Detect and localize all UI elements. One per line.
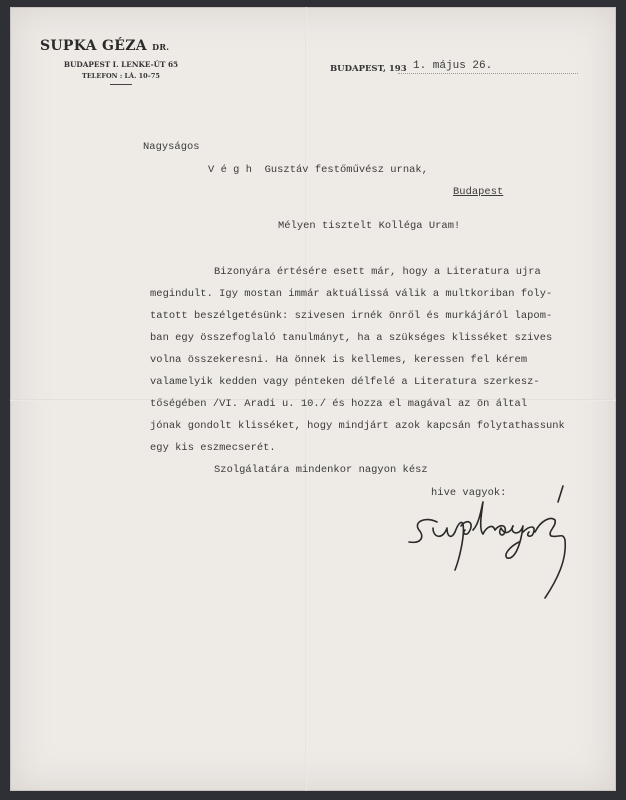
letterhead-phone: TELEFON : LÁ. 10–75 bbox=[82, 72, 160, 80]
closing: Szolgálatára mindenkor nagyon kész bbox=[214, 464, 428, 476]
signature-image bbox=[395, 480, 595, 605]
body-line: megindult. Igy mostan immár aktuálissá válik a multkoriban foly- bbox=[150, 288, 553, 300]
date-line bbox=[398, 73, 578, 74]
date-printed: BUDAPEST, 193 bbox=[330, 64, 407, 74]
letterhead-rule bbox=[110, 84, 132, 85]
body-line: ban egy összefoglaló tanulmányt, ha a szükséges klisséket szives bbox=[150, 332, 553, 344]
letterhead-title-suffix: DR. bbox=[152, 42, 170, 52]
body-line: tatott beszélgetésünk: szivesen irnék önről és murkájáról lapom- bbox=[150, 310, 553, 322]
sign-off: hive vagyok: bbox=[431, 487, 507, 499]
body-line: egy kis eszmecserét. bbox=[150, 442, 276, 454]
body-line: valamelyik kedden vagy pénteken délfelé a Literatura szerkesz- bbox=[150, 376, 540, 388]
body-line: Bizonyára értésére esett már, hogy a Literatura ujra bbox=[214, 266, 541, 278]
letterhead-name-text: SUPKA GÉZA bbox=[40, 38, 147, 54]
addressee-name: V é g h Gusztáv festőművész urnak, bbox=[208, 164, 428, 176]
addressee-city: Budapest bbox=[453, 186, 504, 198]
date-typed: 1. május 26. bbox=[413, 60, 493, 72]
greeting: Mélyen tisztelt Kolléga Uram! bbox=[278, 220, 461, 232]
body-line: volna összekeresni. Ha önnek is kellemes, keressen fel kérem bbox=[150, 354, 528, 366]
body-line: tőségében /VI. Aradi u. 10./ és hozza el magával az ön által bbox=[150, 398, 528, 410]
salutation-prefix: Nagyságos bbox=[143, 141, 200, 153]
letterhead-name bbox=[40, 38, 200, 54]
body-line: jónak gondolt klisséket, hogy mindjárt azok kapcsán folytathassunk bbox=[150, 420, 565, 432]
letterhead-address: BUDAPEST I. LENKE-ÚT 65 bbox=[63, 60, 179, 69]
